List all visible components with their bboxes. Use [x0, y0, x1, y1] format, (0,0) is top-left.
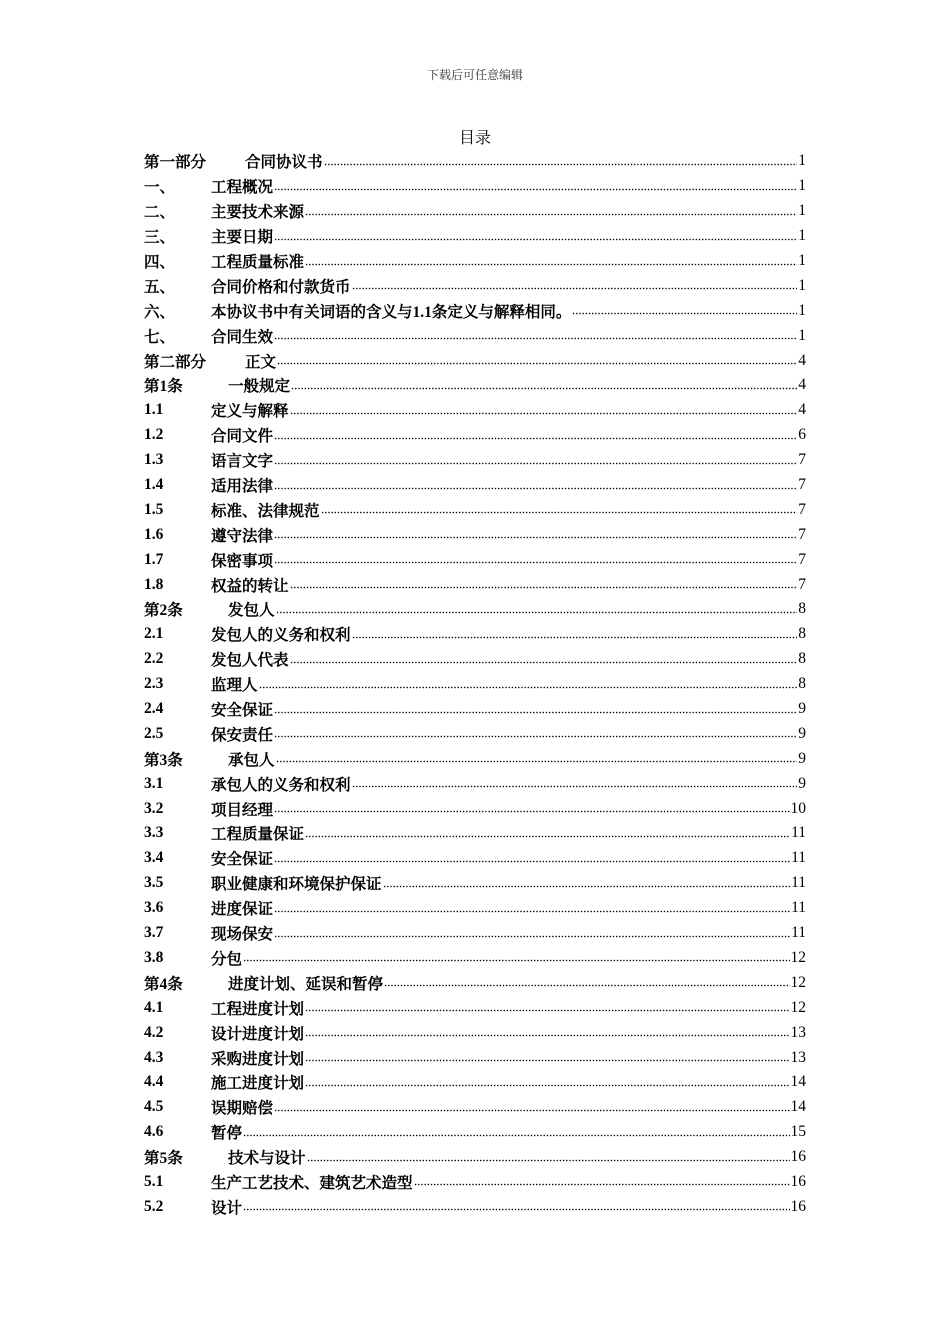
toc-entry-number: 第二部分 [144, 353, 207, 371]
toc-entry-page: 11 [791, 874, 806, 892]
toc-entry-page: 11 [791, 849, 806, 867]
toc-entry-title: 设计 [211, 1199, 243, 1217]
toc-entry-page: 16 [790, 1148, 806, 1166]
toc-entry[interactable] [144, 249, 806, 274]
toc-entry-page: 14 [790, 1073, 806, 1091]
toc-entry[interactable] [144, 746, 806, 771]
toc-entry-page: 11 [791, 924, 806, 942]
toc-entry-number: 5.1 [144, 1172, 164, 1190]
toc-leader-dots [305, 209, 797, 219]
toc-entry-number: 第一部分 [144, 154, 207, 172]
toc-entry-number: 1.7 [144, 550, 164, 568]
toc-entry-title: 安全保证 [211, 851, 274, 869]
toc-leader-dots [352, 632, 798, 642]
toc-entry-number: 2.5 [144, 724, 164, 742]
toc-entry-number: 3.3 [144, 824, 164, 842]
toc-entry-number: 第4条 [144, 975, 183, 993]
toc-leader-dots [274, 807, 789, 817]
toc-leader-dots [274, 433, 797, 443]
toc-entry-page: 7 [798, 550, 806, 568]
toc-entry-number: 3.8 [144, 948, 164, 966]
toc-entry-page: 16 [790, 1197, 806, 1215]
toc-entry-title: 遵守法律 [211, 527, 274, 545]
toc-leader-dots [277, 359, 797, 369]
toc-leader-dots [276, 757, 798, 767]
toc-leader-dots [243, 1130, 789, 1140]
toc-entry[interactable] [144, 1120, 806, 1145]
toc-entry-page: 1 [798, 326, 806, 344]
toc-entry-number: 4.3 [144, 1048, 164, 1066]
toc-entry-title: 暂停 [211, 1125, 243, 1143]
toc-entry-title: 工程质量标准 [211, 254, 305, 271]
toc-entry-title: 合同协议书 [245, 154, 323, 172]
toc-entry-number: 3.5 [144, 874, 164, 892]
toc-entry-number: 1.2 [144, 426, 164, 444]
toc-entry[interactable] [144, 1070, 806, 1095]
toc-entry[interactable] [144, 597, 806, 622]
toc-entry[interactable] [144, 821, 806, 846]
toc-entry-page: 1 [798, 276, 806, 294]
toc-entry-page: 12 [790, 948, 806, 966]
toc-entry[interactable] [144, 323, 806, 348]
toc-entry-page: 9 [798, 774, 806, 792]
toc-entry-title: 一般规定 [228, 378, 291, 396]
toc-entry[interactable] [144, 970, 806, 995]
toc-entry[interactable] [144, 522, 806, 547]
toc-entry-number: 3.1 [144, 774, 164, 792]
toc-entry[interactable] [144, 796, 806, 821]
toc-entry[interactable] [144, 572, 806, 597]
toc-entry-title: 工程进度计划 [211, 1000, 305, 1018]
toc-entry-number: 2.2 [144, 650, 164, 668]
toc-entry-number: 4.1 [144, 998, 164, 1016]
toc-entry-number: 3.6 [144, 899, 164, 917]
toc-entry-page: 4 [798, 351, 806, 369]
toc-entry-page: 8 [798, 675, 806, 693]
toc-entry-number: 5.2 [144, 1197, 164, 1215]
toc-entry-title: 施工进度计划 [211, 1075, 305, 1093]
toc-entry-title: 权益的转让 [211, 577, 289, 595]
toc-entry-title: 误期赔偿 [211, 1100, 274, 1118]
toc-leader-dots [274, 184, 797, 194]
toc-entry-number: 四、 [144, 254, 176, 271]
toc-entry-title: 正文 [245, 353, 277, 371]
toc-entry[interactable] [144, 398, 806, 423]
toc-leader-dots [243, 956, 789, 966]
toc-entry[interactable] [144, 622, 806, 647]
toc-entry-page: 10 [790, 799, 806, 817]
toc-entry-title: 设计进度计划 [211, 1025, 305, 1043]
toc-entry-number: 三、 [144, 229, 176, 247]
page-header-note: 下载后可任意编辑 [426, 68, 523, 82]
toc-entry[interactable] [144, 497, 806, 522]
toc-entry-number: 第2条 [144, 602, 183, 620]
toc-entry[interactable] [144, 771, 806, 796]
toc-entry-number: 4.2 [144, 1023, 164, 1041]
toc-entry-page: 1 [798, 227, 806, 245]
toc-entry[interactable] [144, 1045, 806, 1070]
toc-entry[interactable] [144, 871, 806, 896]
toc-entry[interactable] [144, 1020, 806, 1045]
toc-entry-number: 第3条 [144, 751, 183, 769]
toc-entry[interactable] [144, 273, 806, 298]
toc-entry-title: 工程概况 [211, 179, 274, 197]
toc-entry[interactable] [144, 423, 806, 448]
toc-entry-page: 7 [798, 476, 806, 494]
toc-entry-page: 14 [790, 1098, 806, 1116]
toc-entry-number: 1.5 [144, 500, 164, 518]
toc-leader-dots [305, 259, 797, 269]
toc-leader-dots [352, 284, 798, 294]
toc-entry-page: 7 [798, 451, 806, 469]
toc-leader-dots [274, 1105, 789, 1115]
toc-entry[interactable] [144, 547, 806, 572]
toc-leader-dots [305, 1006, 789, 1016]
toc-leader-dots [243, 1205, 789, 1215]
toc-entry-number: 2.3 [144, 675, 164, 693]
toc-entry-title: 标准、法律规范 [211, 502, 320, 520]
toc-entry-title: 发包人代表 [211, 652, 289, 670]
toc-entry[interactable] [144, 896, 806, 921]
toc-leader-dots [274, 234, 797, 244]
toc-leader-dots [305, 1080, 789, 1090]
toc-entry-title: 保安责任 [211, 726, 274, 744]
toc-entry-page: 13 [790, 1048, 806, 1066]
toc-entry-page: 12 [790, 973, 806, 991]
toc-leader-dots [274, 856, 790, 866]
toc-entry-title: 发包人 [228, 602, 275, 620]
toc-entry-title: 进度保证 [211, 901, 274, 919]
toc-entry-number: 1.1 [144, 401, 164, 419]
toc-entry-number: 1.3 [144, 451, 164, 469]
toc-leader-dots [321, 508, 798, 518]
toc-entry-number: 六、 [144, 303, 176, 321]
toc-entry[interactable] [144, 1170, 806, 1195]
toc-leader-dots [305, 831, 790, 841]
toc-title: 目录 [458, 130, 491, 147]
toc-entry-page: 9 [798, 749, 806, 767]
toc-entry-number: 3.2 [144, 799, 164, 817]
toc-leader-dots [274, 906, 790, 916]
toc-entry[interactable] [144, 946, 806, 971]
toc-entry-title: 生产工艺技术、建筑艺术造型 [211, 1174, 413, 1192]
toc-leader-dots [274, 931, 790, 941]
toc-entry[interactable] [144, 149, 806, 174]
toc-leader-dots [290, 583, 798, 593]
toc-leader-dots [305, 1031, 789, 1041]
toc-leader-dots [274, 334, 797, 344]
toc-leader-dots [290, 408, 798, 418]
toc-entry-page: 8 [798, 650, 806, 668]
toc-entry-page: 8 [798, 625, 806, 643]
toc-entry[interactable] [144, 647, 806, 672]
toc-leader-dots [274, 533, 797, 543]
toc-entry-number: 1.6 [144, 525, 164, 543]
toc-entry-page: 9 [798, 700, 806, 718]
toc-entry-title: 发包人的义务和权利 [211, 627, 351, 645]
toc-entry-title: 技术与设计 [228, 1150, 306, 1168]
toc-entry-title: 适用法律 [211, 478, 274, 496]
toc-entry-number: 五、 [144, 278, 176, 296]
toc-entry-number: 4.5 [144, 1098, 164, 1116]
toc-entry-page: 8 [798, 600, 806, 618]
toc-entry-number: 2.4 [144, 700, 164, 718]
toc-entry-title: 职业健康和环境保护保证 [211, 876, 382, 894]
toc-entry-number: 4.6 [144, 1123, 164, 1141]
toc-entry[interactable] [144, 921, 806, 946]
toc-leader-dots [305, 1056, 789, 1066]
toc-entry[interactable] [144, 373, 806, 398]
toc-leader-dots [324, 159, 798, 169]
toc-leader-dots [274, 458, 797, 468]
toc-entry-title: 保密事项 [211, 552, 274, 570]
toc-entry-title: 承包人的义务和权利 [211, 776, 351, 794]
toc-entry-page: 7 [798, 525, 806, 543]
toc-entry[interactable] [144, 448, 806, 473]
toc-entry-title: 采购进度计划 [211, 1050, 305, 1068]
toc-entry-title: 安全保证 [211, 702, 274, 720]
toc-entry[interactable] [144, 348, 806, 373]
toc-entry-number: 2.1 [144, 625, 164, 643]
toc-entry[interactable] [144, 298, 806, 323]
toc-entry-number: 3.7 [144, 924, 164, 942]
toc-entry[interactable] [144, 995, 806, 1020]
toc-entry-title: 工程质量保证 [211, 826, 305, 844]
toc-entry-page: 4 [798, 376, 806, 394]
toc-entry-page: 12 [790, 998, 806, 1016]
toc-entry-page: 1 [798, 202, 806, 220]
toc-entry-page: 7 [798, 575, 806, 593]
toc-leader-dots [291, 383, 797, 393]
toc-entry-number: 4.4 [144, 1073, 164, 1091]
toc-entry-title: 语言文字 [211, 453, 274, 471]
toc-entry-page: 16 [790, 1172, 806, 1190]
toc-entry-number: 一、 [144, 179, 176, 197]
toc-entry[interactable] [144, 199, 806, 224]
toc-entry-title: 本协议书中有关词语的含义与1.1条定义与解释相同。 [211, 303, 572, 321]
toc-entry-page: 1 [798, 252, 806, 269]
toc-entry-page: 9 [798, 724, 806, 742]
toc-entry-page: 1 [798, 301, 806, 319]
toc-leader-dots [274, 732, 797, 742]
toc-leader-dots [414, 1180, 790, 1190]
toc-entry-page: 1 [798, 177, 806, 195]
toc-entry-title: 主要技术来源 [211, 204, 305, 222]
toc-entry-title: 合同价格和付款货币 [211, 278, 351, 296]
toc-entry-title: 定义与解释 [211, 403, 289, 421]
toc-entry-title: 分包 [211, 950, 243, 968]
toc-entry-title: 承包人 [228, 751, 275, 769]
toc-entry-number: 二、 [144, 204, 176, 222]
toc-entry-number: 七、 [144, 328, 176, 346]
toc-entry-page: 11 [791, 824, 806, 842]
toc-entry[interactable] [144, 1145, 806, 1170]
toc-entry-number: 第5条 [144, 1150, 183, 1168]
toc-entry-page: 6 [798, 426, 806, 444]
toc-leader-dots [383, 881, 791, 891]
toc-entry-page: 1 [798, 152, 806, 170]
toc-entry[interactable] [144, 846, 806, 871]
toc-leader-dots [572, 309, 797, 319]
toc-entry-title: 项目经理 [211, 801, 274, 819]
toc-leader-dots [274, 483, 797, 493]
toc-entry-page: 13 [790, 1023, 806, 1041]
toc-leader-dots [352, 782, 798, 792]
toc-entry[interactable] [144, 1095, 806, 1120]
toc-leader-dots [276, 607, 798, 617]
toc-entry-title: 现场保安 [211, 926, 274, 944]
table-of-contents [144, 149, 806, 1219]
toc-leader-dots [307, 1155, 790, 1165]
toc-entry-title: 合同文件 [211, 428, 274, 446]
toc-leader-dots [384, 981, 789, 991]
toc-entry[interactable] [144, 697, 806, 722]
toc-entry-number: 1.4 [144, 476, 164, 494]
toc-entry[interactable] [144, 224, 806, 249]
toc-entry-page: 4 [798, 401, 806, 419]
toc-entry-page: 7 [798, 500, 806, 518]
toc-entry[interactable] [144, 672, 806, 697]
toc-entry-number: 1.8 [144, 575, 164, 593]
toc-entry-title: 合同生效 [211, 328, 274, 346]
toc-entry-title: 监理人 [211, 677, 258, 695]
toc-entry-number: 第1条 [144, 378, 183, 396]
toc-entry[interactable] [144, 1194, 806, 1219]
toc-entry[interactable] [144, 721, 806, 746]
toc-entry-title: 进度计划、延误和暂停 [228, 975, 384, 993]
toc-leader-dots [274, 707, 797, 717]
toc-entry[interactable] [144, 174, 806, 199]
toc-entry-title: 主要日期 [211, 229, 274, 247]
toc-entry[interactable] [144, 473, 806, 498]
toc-leader-dots [259, 682, 798, 692]
toc-entry-number: 3.4 [144, 849, 164, 867]
toc-entry-page: 15 [790, 1123, 806, 1141]
toc-entry-page: 11 [791, 899, 806, 917]
toc-leader-dots [274, 558, 797, 568]
toc-leader-dots [290, 657, 798, 667]
